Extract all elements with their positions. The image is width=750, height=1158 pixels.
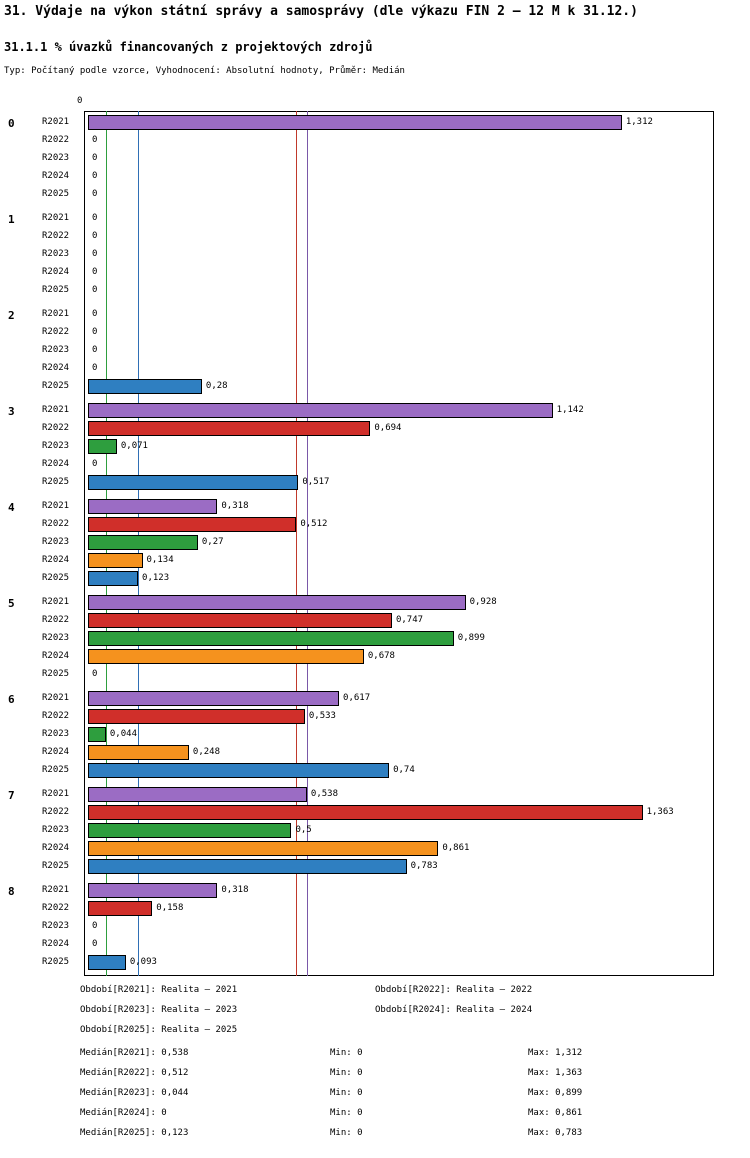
row-label: R2021 [42, 117, 70, 127]
group-label: 5 [8, 597, 15, 610]
bar-value: 0 [92, 309, 98, 319]
bar-7-R2024 [88, 841, 438, 856]
row-label: R2021 [42, 885, 70, 895]
row-label: R2021 [42, 501, 70, 511]
bar-7-R2023 [88, 823, 291, 838]
bar-5-R2022 [88, 613, 392, 628]
stat-max: Max: 1,312 [528, 1048, 583, 1058]
bar-value: 0,071 [120, 441, 148, 452]
legend-item: Období[R2021]: Realita – 2021 [80, 985, 238, 995]
bar-value: 1,142 [556, 405, 584, 415]
group-label: 7 [8, 789, 15, 802]
bar-value: 0 [92, 153, 98, 164]
bar-value: 1,363 [646, 807, 674, 818]
bar-3-R2021 [88, 403, 553, 418]
bar-value: 0,5 [295, 825, 312, 836]
stats-row [0, 1108, 750, 1128]
row-label: R2024 [42, 267, 70, 278]
legend-item: Období[R2025]: Realita – 2025 [80, 1025, 238, 1035]
stats-row [0, 1128, 750, 1148]
legend-row [0, 1005, 750, 1025]
row-label: R2024 [42, 747, 70, 758]
bar-5-R2021 [88, 595, 466, 610]
row-label: R2023 [42, 921, 70, 932]
bar-value: 0 [92, 669, 98, 680]
bar-value: 0 [92, 267, 98, 278]
stat-median: Medián[R2025]: 0,123 [80, 1128, 189, 1138]
axis-zero-label: 0 [77, 96, 83, 106]
page-title: 31. Výdaje na výkon státní správy a samosprávy (dle výkazu FIN 2 – 12 M k 31.12.) [4, 4, 638, 19]
row-label: R2022 [42, 423, 70, 434]
bar-value: 0 [92, 285, 98, 296]
row-label: R2022 [42, 519, 70, 530]
group-label: 6 [8, 693, 15, 706]
row-label: R2023 [42, 345, 70, 356]
chart-subtitle: 31.1.1 % úvazků financovaných z projektových zdrojů [4, 40, 373, 54]
legend-row [0, 1025, 750, 1045]
row-label: R2025 [42, 189, 70, 200]
bar-value: 0 [92, 363, 98, 374]
bar-value: 0,093 [129, 957, 157, 968]
bar-value: 0,248 [192, 747, 220, 758]
legend-item: Období[R2024]: Realita – 2024 [375, 1005, 533, 1015]
row-label: R2023 [42, 249, 70, 260]
bar-8-R2022 [88, 901, 152, 916]
bar-value: 0 [92, 231, 98, 242]
stats-row [0, 1048, 750, 1068]
bar-value: 0,512 [300, 519, 328, 530]
stat-min: Min: 0 [330, 1048, 363, 1058]
bar-5-R2024 [88, 649, 364, 664]
bar-3-R2025 [88, 475, 298, 490]
row-label: R2024 [42, 651, 70, 662]
bar-value: 0,517 [302, 477, 330, 488]
bar-value: 0,158 [156, 903, 184, 914]
bar-value: 0,318 [221, 885, 249, 895]
row-label: R2024 [42, 939, 70, 950]
bar-value: 0 [92, 921, 98, 932]
bar-value: 0 [92, 171, 98, 182]
stat-min: Min: 0 [330, 1088, 363, 1098]
bar-value: 0 [92, 939, 98, 950]
stat-min: Min: 0 [330, 1068, 363, 1078]
row-label: R2022 [42, 231, 70, 242]
group-label: 8 [8, 885, 15, 898]
group-label: 0 [8, 117, 15, 130]
bar-6-R2025 [88, 763, 389, 778]
row-label: R2022 [42, 327, 70, 338]
stat-max: Max: 1,363 [528, 1068, 583, 1078]
row-label: R2024 [42, 171, 70, 182]
row-label: R2024 [42, 843, 70, 854]
stat-max: Max: 0,861 [528, 1108, 583, 1118]
row-label: R2022 [42, 807, 70, 818]
stats-block [0, 1048, 750, 1148]
bar-6-R2021 [88, 691, 339, 706]
bar-value: 0,538 [310, 789, 338, 799]
stat-median: Medián[R2024]: 0 [80, 1108, 167, 1118]
stats-row [0, 1088, 750, 1108]
bar-6-R2024 [88, 745, 189, 760]
bar-2-R2025 [88, 379, 202, 394]
bar-8-R2025 [88, 955, 126, 970]
row-label: R2023 [42, 441, 70, 452]
row-label: R2023 [42, 153, 70, 164]
row-label: R2023 [42, 537, 70, 548]
legend-item: Období[R2022]: Realita – 2022 [375, 985, 533, 995]
row-label: R2025 [42, 765, 70, 776]
group-label: 4 [8, 501, 15, 514]
bar-value: 0,533 [308, 711, 336, 722]
bar-7-R2022 [88, 805, 643, 820]
legend [0, 985, 750, 1045]
bar-6-R2023 [88, 727, 106, 742]
bar-4-R2023 [88, 535, 198, 550]
row-label: R2022 [42, 711, 70, 722]
bar-value: 1,312 [625, 117, 653, 127]
bar-value: 0,134 [146, 555, 174, 566]
group-label: 2 [8, 309, 15, 322]
row-label: R2023 [42, 825, 70, 836]
bar-value: 0,27 [201, 537, 224, 548]
row-label: R2023 [42, 729, 70, 740]
bar-value: 0,318 [221, 501, 249, 511]
bar-value: 0 [92, 189, 98, 200]
bar-value: 0 [92, 345, 98, 356]
stat-median: Medián[R2023]: 0,044 [80, 1088, 189, 1098]
row-label: R2022 [42, 615, 70, 626]
bar-8-R2021 [88, 883, 217, 898]
row-label: R2024 [42, 459, 70, 470]
legend-row [0, 985, 750, 1005]
row-label: R2024 [42, 363, 70, 374]
stat-min: Min: 0 [330, 1128, 363, 1138]
bar-value: 0,74 [393, 765, 415, 776]
row-label: R2025 [42, 477, 70, 488]
row-label: R2021 [42, 597, 70, 607]
row-label: R2025 [42, 381, 70, 392]
stats-row [0, 1068, 750, 1088]
bar-7-R2021 [88, 787, 307, 802]
row-label: R2022 [42, 903, 70, 914]
stat-max: Max: 0,783 [528, 1128, 583, 1138]
bar-value: 0,044 [109, 729, 137, 740]
group-label: 3 [8, 405, 15, 418]
bar-value: 0 [92, 459, 98, 470]
row-label: R2024 [42, 555, 70, 566]
bar-7-R2025 [88, 859, 407, 874]
row-label: R2021 [42, 693, 70, 703]
group-label: 1 [8, 213, 15, 226]
bar-value: 0,123 [142, 573, 170, 584]
bar-4-R2025 [88, 571, 138, 586]
row-label: R2022 [42, 135, 70, 146]
bar-value: 0,783 [410, 861, 438, 872]
bar-5-R2023 [88, 631, 454, 646]
bar-value: 0,899 [457, 633, 485, 644]
bar-6-R2022 [88, 709, 305, 724]
bar-value: 0 [92, 213, 98, 223]
row-label: R2021 [42, 309, 70, 319]
bar-value: 0 [92, 135, 98, 146]
chart-meta-line: Typ: Počítaný podle vzorce, Vyhodnocení: Absolutní hodnoty, Průměr: Medián [4, 66, 405, 76]
bar-4-R2024 [88, 553, 143, 568]
bar-4-R2021 [88, 499, 217, 514]
bar-value: 0,28 [205, 381, 228, 392]
bar-value: 0,617 [343, 693, 371, 703]
bar-value: 0,928 [469, 597, 497, 607]
bar-value: 0 [92, 327, 98, 338]
row-label: R2021 [42, 789, 70, 799]
bar-value: 0,694 [374, 423, 402, 434]
bar-value: 0,747 [395, 615, 424, 626]
row-label: R2021 [42, 213, 70, 223]
stat-median: Medián[R2021]: 0,538 [80, 1048, 189, 1058]
row-label: R2025 [42, 669, 70, 680]
bar-3-R2023 [88, 439, 117, 454]
bar-value: 0,678 [367, 651, 395, 662]
chart-plot-area [84, 111, 714, 976]
stat-max: Max: 0,899 [528, 1088, 583, 1098]
row-label: R2025 [42, 861, 70, 872]
bar-0-R2021 [88, 115, 622, 130]
stat-min: Min: 0 [330, 1108, 363, 1118]
row-label: R2025 [42, 573, 70, 584]
row-label: R2023 [42, 633, 70, 644]
bar-4-R2022 [88, 517, 296, 532]
row-label: R2025 [42, 285, 70, 296]
row-label: R2021 [42, 405, 70, 415]
bar-value: 0,861 [442, 843, 470, 854]
row-label: R2025 [42, 957, 70, 968]
legend-item: Období[R2023]: Realita – 2023 [80, 1005, 238, 1015]
bar-value: 0 [92, 249, 98, 260]
bar-3-R2022 [88, 421, 370, 436]
stat-median: Medián[R2022]: 0,512 [80, 1068, 189, 1078]
